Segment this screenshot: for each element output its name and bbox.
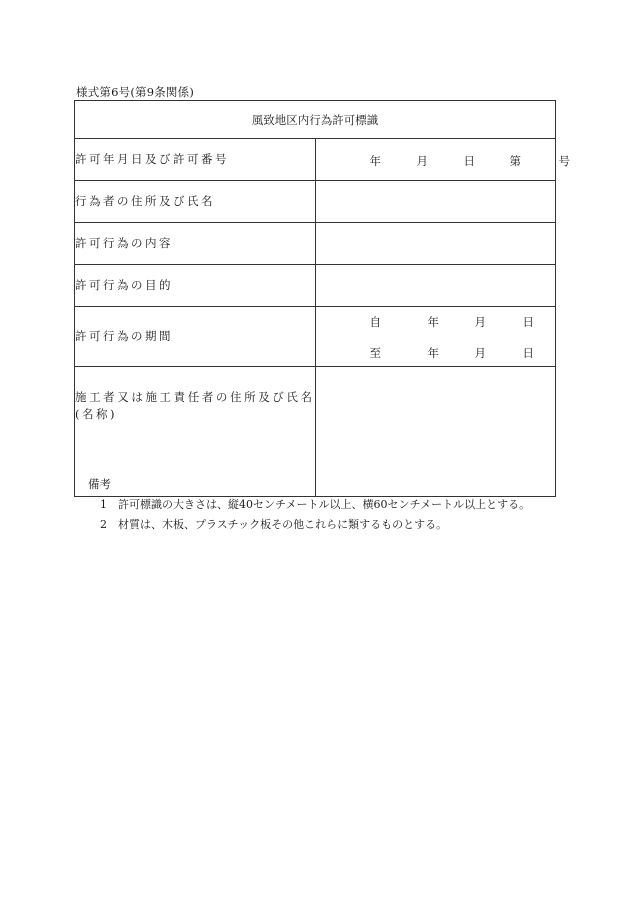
value-permit-period bbox=[315, 307, 556, 367]
day-unit: 日 bbox=[463, 154, 475, 168]
form-label: 様式第6号(第9条関係) bbox=[76, 85, 195, 99]
value-actor-address-name bbox=[315, 181, 556, 223]
label-permit-period: 許可行為の期間 bbox=[75, 307, 316, 367]
value-permit-purpose bbox=[315, 265, 556, 307]
year-unit: 年 bbox=[369, 154, 381, 168]
number-suffix: 号 bbox=[558, 154, 570, 168]
note-text: 材質は、木板、プラスチック板その他これらに類するものとする。 bbox=[118, 518, 448, 531]
number-prefix: 第 bbox=[509, 154, 521, 168]
note-number: 1 bbox=[100, 498, 107, 511]
period-from: 自 bbox=[369, 315, 381, 329]
period-from-month: 月 bbox=[474, 315, 486, 329]
period-to-day: 日 bbox=[522, 346, 534, 360]
value-permit-date-number bbox=[315, 139, 570, 181]
month-unit: 月 bbox=[416, 154, 428, 168]
note-text: 許可標識の大きさは、縦40センチメートル以上、横60センチメートル以上とする。 bbox=[118, 498, 531, 511]
period-to-year: 年 bbox=[427, 346, 439, 360]
notes-heading: 備考 bbox=[88, 477, 111, 491]
form-title: 風致地区内行為許可標識 bbox=[75, 101, 556, 139]
note-item bbox=[100, 496, 530, 512]
label-actor-address-name: 行為者の住所及び氏名 bbox=[75, 181, 316, 223]
value-contractor-address-name bbox=[315, 367, 556, 497]
permit-sign-table bbox=[74, 100, 570, 497]
period-to-month: 月 bbox=[474, 346, 486, 360]
label-contractor-address-name: 施工者又は施工責任者の住所及び氏名(名称) bbox=[75, 367, 316, 497]
value-permit-content bbox=[315, 223, 556, 265]
note-number: 2 bbox=[100, 518, 107, 531]
label-permit-date-number: 許可年月日及び許可番号 bbox=[75, 139, 316, 181]
period-from-year: 年 bbox=[427, 315, 439, 329]
label-permit-purpose: 許可行為の目的 bbox=[75, 265, 316, 307]
period-from-day: 日 bbox=[522, 315, 534, 329]
note-item bbox=[100, 516, 447, 532]
label-permit-content: 許可行為の内容 bbox=[75, 223, 316, 265]
period-to: 至 bbox=[369, 346, 381, 360]
